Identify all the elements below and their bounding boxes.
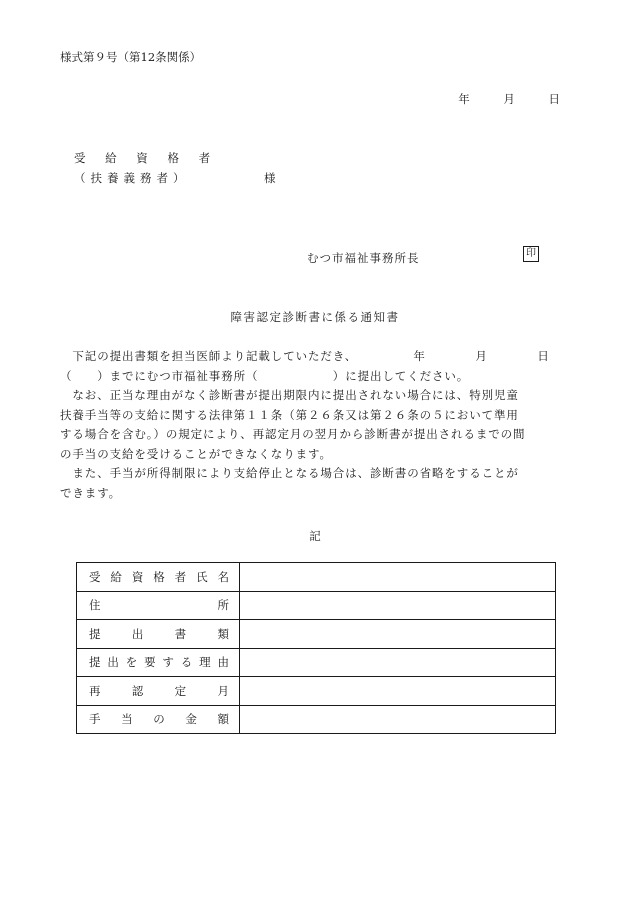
table-row [77,591,556,620]
document-title: 障害認定診断書に係る通知書 [230,310,400,324]
date-day: 日 [548,92,560,106]
table-row [77,677,556,706]
date-line [458,91,560,107]
table-row [77,620,556,649]
addressee-line1: 受 給 資 格 者 [74,151,219,165]
row-label: 住所 [77,591,240,620]
table-row [77,648,556,677]
seal-box: 印 [523,246,539,262]
sender-name: むつ市福祉事務所長 [307,251,420,265]
body-text [60,347,570,503]
body-line: できます。 [60,485,122,500]
date-year: 年 [458,92,470,106]
addressee-honorific: 様 [264,171,276,185]
row-value [240,648,556,677]
body-line: なお、正当な理由がなく診断書が提出期限内に提出されない場合には、特別児童 [60,388,519,402]
addressee-line2: （扶養義務者） [74,171,190,185]
form-number: 様式第９号（第12条関係） [60,50,202,64]
ki-heading: 記 [309,529,321,543]
date-month: 月 [503,92,515,106]
row-value [240,563,556,592]
body-line: する場合を含む。）の規定により、再認定月の翌月から診断書が提出されるまでの間 [60,427,526,441]
body-line: の手当の支給を受けることができなくなります。 [60,446,332,461]
body-line: また、手当が所得制限により支給停止となる場合は、診断書の省略をすることが [60,466,519,480]
body-line: 扶養手当等の支給に関する法律第１１条（第２６条又は第２６条の５において準用 [60,407,519,422]
row-label: 提出を要する理由 [77,648,240,677]
detail-table [76,562,556,734]
row-label: 手当の金額 [77,705,240,734]
row-value [240,705,556,734]
row-label: 再認定月 [77,677,240,706]
body-line: 下記の提出書類を担当医師より記載していただき、 年 月 日 [60,349,550,363]
row-label: 受給資格者氏名 [77,563,240,592]
row-label: 提出書類 [77,620,240,649]
body-line: （ ）までにむつ市福祉事務所（ ）に提出してください。 [60,368,470,383]
row-value [240,677,556,706]
table-row [77,705,556,734]
row-value [240,620,556,649]
row-value [240,591,556,620]
table-row [77,563,556,592]
